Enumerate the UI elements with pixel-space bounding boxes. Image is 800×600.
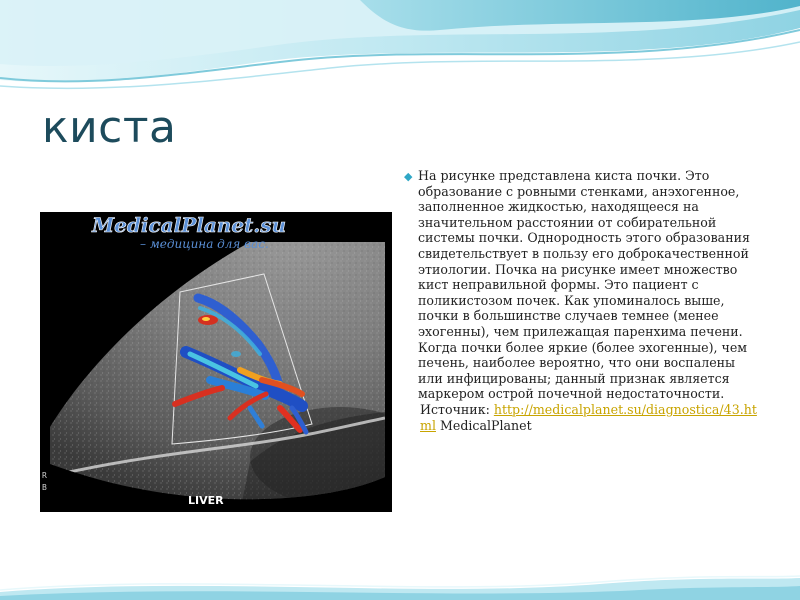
side-label-r: R <box>42 471 47 480</box>
description-bullet <box>404 168 758 433</box>
watermark-title: MedicalPlanet.su <box>92 213 287 237</box>
watermark-subtitle: – медицина для вас. <box>140 237 269 251</box>
slide-title: киста <box>42 102 177 153</box>
source-link[interactable]: http://medicalplanet.su/diagnostica/43.html <box>420 401 757 433</box>
source-suffix: MedicalPlanet <box>435 417 532 433</box>
organ-label: LIVER <box>188 494 224 507</box>
source-line <box>418 402 758 433</box>
source-prefix: Источник: <box>420 401 494 417</box>
ultrasound-scan <box>40 212 392 512</box>
bullet-diamond-icon: ◆ <box>404 170 413 183</box>
side-label-b: B <box>42 483 47 492</box>
description-text: На рисунке представлена киста почки. Это образование с ровными стенками, анэхогенное, заполненное жидкостью, находящееся на значительном расстоянии от собирательной системы почки. Однородность этого образования свидетельствует в пользу его доброкачественной этиологии. Почка на рисунке имеет множество кист неправильной формы. Это пациент с поликистозом почек. Как упоминалось выше, почки в большинстве случаев темнее (менее эхогенны), чем прилежащая паренхима печени. Когда почки более яркие (более эхогенные), чем печень, наиболее вероятно, что они воспалены или инфицированы; данный признак является маркером острой почечной недостаточности. <box>418 168 750 402</box>
footer-wave-decoration <box>0 572 800 600</box>
header-wave-decoration <box>0 0 800 95</box>
ultrasound-image <box>40 212 392 512</box>
